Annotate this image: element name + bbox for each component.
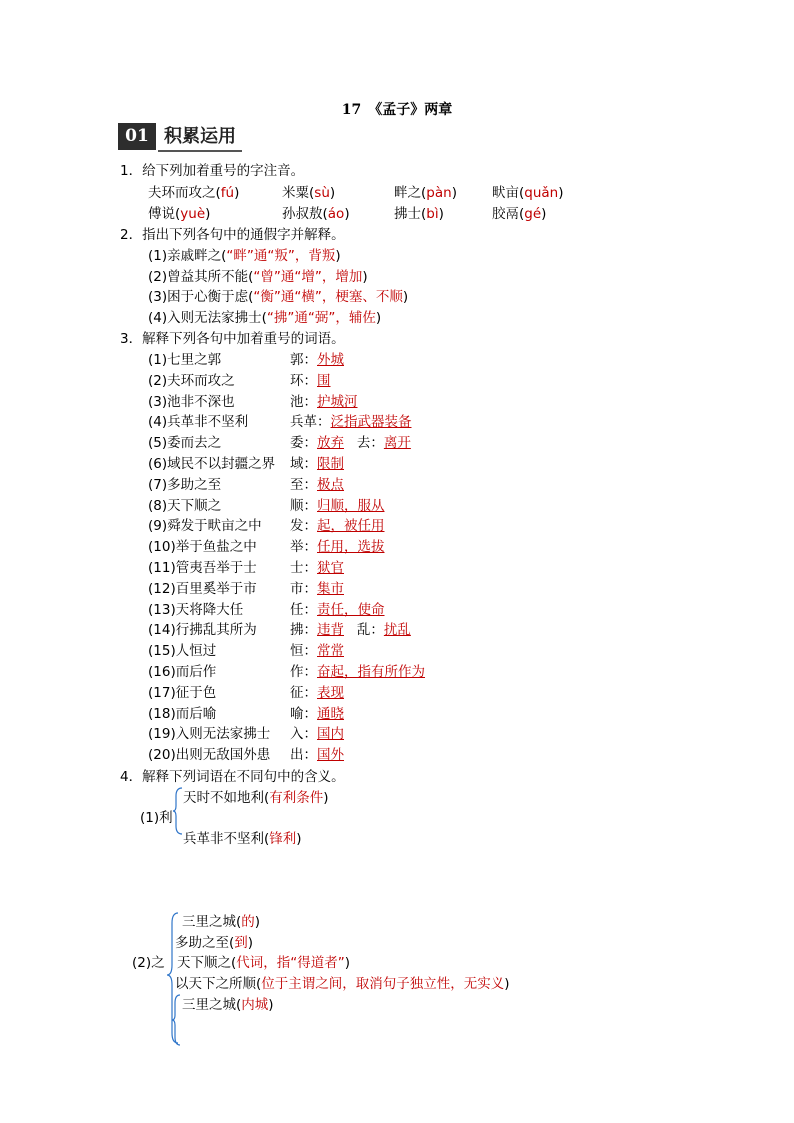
- q3-meaning: 责任，使命: [317, 602, 385, 618]
- q3-keyword: 出：: [290, 747, 317, 763]
- q3-item-question: (1)七里之郭: [148, 352, 222, 368]
- q3-keyword: 环：: [290, 373, 317, 389]
- q3-item-answer: [290, 618, 411, 638]
- q3-keyword: 池：: [290, 394, 317, 410]
- q3-meaning: 国外: [317, 747, 344, 763]
- q3-meaning: 限制: [317, 456, 344, 472]
- q3-meaning: 国内: [317, 726, 344, 742]
- q1-item: 畎亩(quǎn): [492, 185, 564, 201]
- q3-keyword: 作：: [290, 664, 317, 680]
- q3-meaning: 奋起，指有所作为: [317, 664, 425, 680]
- q3-meaning: 违背: [317, 622, 344, 638]
- q3-keyword: 举：: [290, 539, 317, 555]
- q3-item-answer: [290, 702, 344, 722]
- q1-item: 傅说(yuè): [148, 206, 211, 222]
- q3-item-answer: [290, 494, 385, 514]
- q4-g2-item: 以天下之所顺(位于主谓之间，取消句子独立性，无实义): [175, 976, 510, 992]
- q3-item-answer: [290, 369, 331, 389]
- question-4-stem: 4．解释下列词语在不同句中的含义。: [120, 769, 345, 785]
- question-2-stem: 2．指出下列各句中的通假字并解释。: [120, 227, 345, 243]
- brace-icon: [171, 993, 181, 1047]
- q3-item-question: (12)百里奚举于市: [148, 581, 257, 597]
- q4-g2-item: 多助之至(到): [175, 935, 254, 951]
- q1-item: 拂士(bì): [394, 206, 444, 222]
- q4-g1-item: 兵革非不坚利(锋利): [183, 831, 302, 847]
- q3-item-question: (3)池非不深也: [148, 394, 235, 410]
- q3-keyword: 任：: [290, 602, 317, 618]
- page-title: 17 《孟子》两章: [341, 102, 453, 118]
- q2-item: (2)曾益其所不能(“曾”通“增”，增加): [148, 269, 368, 285]
- q3-keyword: 去：: [356, 435, 384, 451]
- q3-item-question: (20)出则无敌国外患: [148, 747, 271, 763]
- q3-item-answer: [290, 348, 344, 368]
- q3-item-question: (15)人恒过: [148, 643, 217, 659]
- q4-g1-item: 天时不如地利(有利条件): [183, 790, 329, 806]
- q1-item: 畔之(pàn): [394, 185, 457, 201]
- q3-item-answer: [290, 431, 411, 451]
- q3-item-question: (18)而后喻: [148, 706, 217, 722]
- q3-meaning: 泛指武器装备: [330, 414, 412, 430]
- q3-item-answer: [290, 722, 344, 742]
- q3-keyword: 市：: [290, 581, 317, 597]
- q3-item-answer: [290, 556, 344, 576]
- q3-item-question: (19)入则无法家拂士: [148, 726, 271, 742]
- q3-item-question: (2)夫环而攻之: [148, 373, 235, 389]
- q3-item-answer: [290, 473, 344, 493]
- question-1-stem: 1．给下列加着重号的字注音。: [120, 163, 305, 179]
- q3-item-answer: [290, 660, 425, 680]
- q3-keyword: 发：: [290, 518, 317, 534]
- q3-meaning: 护城河: [317, 394, 358, 410]
- section-label: 积累运用: [158, 123, 242, 152]
- q3-item-question: (4)兵革非不坚利: [148, 414, 249, 430]
- q3-item-answer: [290, 514, 385, 534]
- q3-meaning: 集市: [317, 581, 344, 597]
- q3-item-question: (5)委而去之: [148, 435, 222, 451]
- q3-keyword: 恒：: [290, 643, 317, 659]
- q3-item-answer: [290, 452, 344, 472]
- q3-item-answer: [290, 598, 385, 618]
- q3-meaning: 围: [317, 373, 331, 389]
- q3-item-answer: [290, 681, 344, 701]
- q3-item-answer: [290, 639, 344, 659]
- q2-item: (1)亲戚畔之(“畔”通“叛”，背叛): [148, 248, 341, 264]
- section-number: 01: [118, 123, 156, 150]
- q3-keyword: 兵革：: [290, 414, 331, 430]
- q3-keyword: 征：: [290, 685, 317, 701]
- q3-keyword: 至：: [290, 477, 317, 493]
- q3-item-answer: [290, 390, 358, 410]
- q3-meaning: 狱官: [317, 560, 344, 576]
- q2-item: (3)困于心衡于虑(“衡”通“横”，梗塞、不顺): [148, 289, 409, 305]
- q3-item-question: (7)多助之至: [148, 477, 222, 493]
- section-badge: [118, 123, 248, 150]
- q3-meaning: 起，被任用: [317, 518, 385, 534]
- q3-keyword: 拂：: [290, 622, 317, 638]
- q3-meaning: 通晓: [317, 706, 344, 722]
- q3-item-question: (11)管夷吾举于士: [148, 560, 257, 576]
- q2-item: (4)入则无法家拂士(“拂”通“弼”，辅佐): [148, 310, 382, 326]
- q3-meaning: 常常: [317, 643, 344, 659]
- q3-meaning: 扰乱: [383, 622, 411, 638]
- q3-keyword: 喻：: [290, 706, 317, 722]
- q4-group2-label: (2)之: [132, 955, 165, 971]
- q3-keyword: 乱：: [356, 622, 384, 638]
- q3-item-question: (14)行拂乱其所为: [148, 622, 257, 638]
- q3-item-question: (17)征于色: [148, 685, 217, 701]
- q3-keyword: 郭：: [290, 352, 317, 368]
- q3-item-question: (10)举于鱼盐之中: [148, 539, 257, 555]
- q4-g2-item: 三里之城(内城): [182, 997, 274, 1013]
- q3-meaning: 极点: [317, 477, 344, 493]
- q3-keyword: 委：: [290, 435, 317, 451]
- question-3-stem: 3．解释下列各句中加着重号的词语。: [120, 331, 345, 347]
- q3-meaning: 放弃: [317, 435, 344, 451]
- q3-meaning: 归顺，服从: [317, 498, 385, 514]
- q1-item: 米粟(sù): [282, 185, 336, 201]
- q4-g2-item: 三里之城(的): [182, 914, 261, 930]
- q3-keyword: 顺：: [290, 498, 317, 514]
- q3-keyword: 入：: [290, 726, 317, 742]
- q3-item-answer: [290, 577, 344, 597]
- q3-item-answer: [290, 743, 344, 763]
- q4-g2-item: 天下顺之(代词，指“得道者”): [177, 955, 351, 971]
- q3-item-answer: [290, 410, 412, 430]
- q3-meaning: 表现: [317, 685, 344, 701]
- q1-item: 孙叔敖(áo): [282, 206, 350, 222]
- q4-group1-label: (1)利: [140, 810, 173, 826]
- q1-item: 夫环而攻之(fú): [148, 185, 240, 201]
- q3-item-question: (16)而后作: [148, 664, 217, 680]
- q3-item-question: (9)舜发于畎亩之中: [148, 518, 262, 534]
- q3-meaning: 离开: [383, 435, 411, 451]
- q3-item-question: (8)天下顺之: [148, 498, 222, 514]
- q3-item-answer: [290, 535, 385, 555]
- q3-item-question: (13)天将降大任: [148, 602, 244, 618]
- q3-keyword: 域：: [290, 456, 317, 472]
- q3-meaning: 任用，选拔: [317, 539, 385, 555]
- q3-item-question: (6)域民不以封疆之界: [148, 456, 276, 472]
- q1-item: 胶鬲(gé): [492, 206, 547, 222]
- q3-meaning: 外城: [317, 352, 344, 368]
- q3-keyword: 士：: [290, 560, 317, 576]
